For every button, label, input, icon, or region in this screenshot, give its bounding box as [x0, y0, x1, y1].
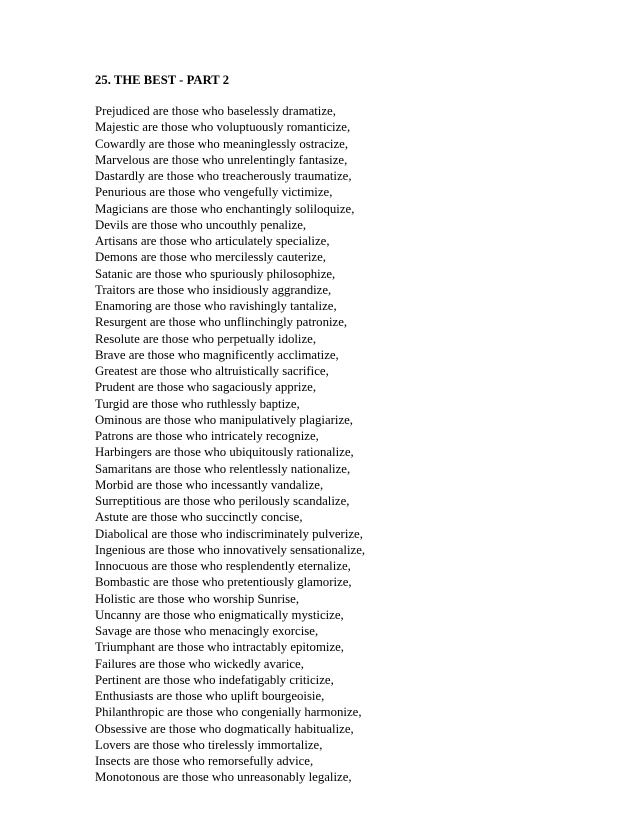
poem-line: Lovers are those who tirelessly immortalize,	[95, 737, 323, 752]
poem-line: Greatest are those who altruistically sacrifice,	[95, 364, 329, 378]
poem-line: Holistic are those who worship Sunrise,	[95, 591, 300, 606]
poem-line: Dastardly are those who treacherously traumatize,	[95, 169, 352, 183]
page-title: 25. THE BEST - PART 2	[95, 73, 230, 87]
poem-line: Artisans are those who articulately specialize,	[95, 234, 330, 248]
poem-line: Traitors are those who insidiously aggrandize,	[95, 282, 332, 297]
poem-line: Failures are those who wickedly avarice,	[95, 656, 304, 671]
poem-line: Samaritans are those who relentlessly nationalize,	[95, 461, 351, 476]
poem-line: Majestic are those who voluptuously romanticize,	[95, 120, 351, 135]
poem-line: Ominous are those who manipulatively plagiarize,	[95, 412, 353, 427]
poem-line: Harbingers are those who ubiquitously rationalize,	[95, 445, 354, 460]
poem-line: Devils are those who uncouthly penalize,	[95, 217, 307, 232]
poem-line: Monotonous are those who unreasonably legalize,	[95, 770, 352, 785]
poem-line: Diabolical are those who indiscriminately pulverize,	[95, 526, 363, 541]
poem-line: Magicians are those who enchantingly soliloquize,	[95, 201, 355, 216]
poem-line: Philanthropic are those who congenially harmonize,	[95, 705, 362, 720]
poem-line: Surreptitious are those who perilously scandalize,	[95, 494, 350, 508]
poem-line: Prejudiced are those who baselessly dramatize,	[95, 104, 336, 118]
poem-line: Uncanny are those who enigmatically mysticize,	[95, 607, 344, 622]
poem-line: Savage are those who menacingly exorcise,	[95, 624, 319, 638]
poem-line: Patrons are those who intricately recognize,	[95, 429, 319, 443]
poem-line: Penurious are those who vengefully victimize,	[95, 185, 333, 200]
poem-body	[95, 103, 365, 786]
poem-line: Morbid are those who incessantly vandalize,	[95, 477, 324, 492]
poem-line: Astute are those who succinctly concise,	[95, 510, 303, 525]
poem-line: Ingenious are those who innovatively sensationalize,	[95, 542, 366, 557]
poem-line: Pertinent are those who indefatigably criticize,	[95, 672, 334, 687]
poem-line: Enamoring are those who ravishingly tantalize,	[95, 299, 337, 313]
poem-line: Turgid are those who ruthlessly baptize,	[95, 396, 300, 411]
poem-line: Cowardly are those who meaninglessly ostracize,	[95, 136, 349, 151]
poem-line: Innocuous are those who resplendently eternalize,	[95, 559, 351, 573]
poem-line: Demons are those who mercilessly cauterize,	[95, 250, 326, 265]
poem-line: Prudent are those who sagaciously apprize,	[95, 380, 317, 395]
poem-line: Resurgent are those who unflinchingly patronize,	[95, 315, 348, 330]
poem-line: Insects are those who remorsefully advice,	[95, 754, 314, 768]
poem-line: Brave are those who magnificently acclimatize,	[95, 347, 339, 362]
poem-line: Satanic are those who spuriously philosophize,	[95, 266, 336, 281]
poem-line: Enthusiasts are those who uplift bourgeoisie,	[95, 689, 325, 703]
poem-line: Bombastic are those who pretentiously glamorize,	[95, 575, 352, 590]
poem-line: Triumphant are those who intractably epitomize,	[95, 640, 345, 655]
poem-line: Resolute are those who perpetually idolize,	[95, 331, 317, 346]
poem-line: Obsessive are those who dogmatically habitualize,	[95, 721, 354, 736]
poem-line: Marvelous are those who unrelentingly fantasize,	[95, 152, 348, 167]
